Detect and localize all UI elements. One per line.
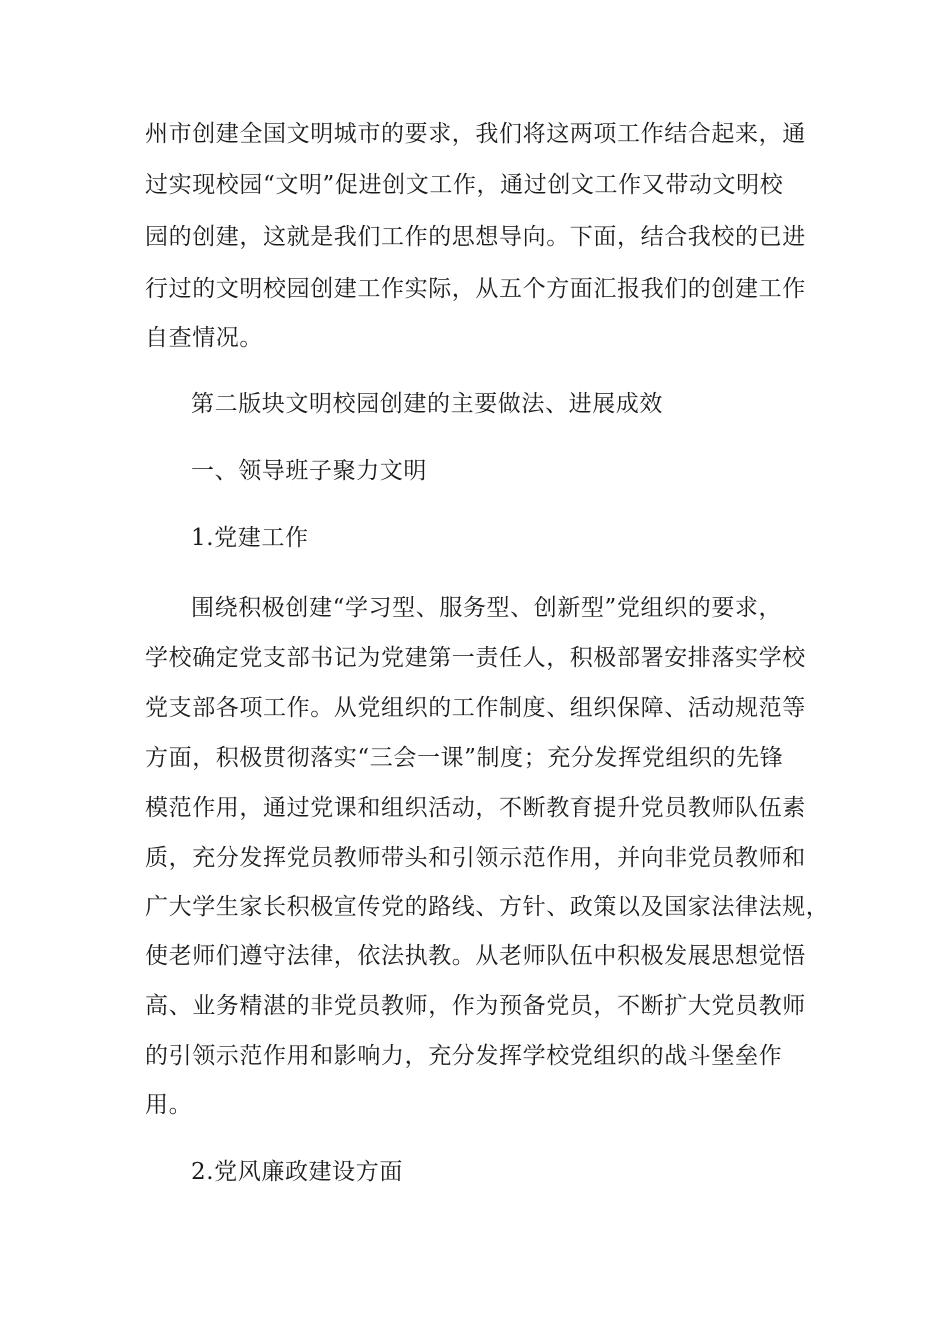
intro-line-3: 园的创建，这就是我们工作的思想导向。下面，结合我校的已进 <box>145 224 806 250</box>
intro-line-5: 自查情况。 <box>145 325 263 351</box>
item1-line-1: 围绕积极创建“学习型、服务型、创新型”党组织的要求， <box>191 595 783 621</box>
item1-line-11: 用。 <box>145 1092 193 1118</box>
item1-line-8: 使老师们遵守法律，依法执教。从老师队伍中积极发展思想觉悟 <box>145 943 806 969</box>
item1-line-10: 的引领示范作用和影响力，充分发挥学校党组织的战斗堡垒作 <box>145 1043 783 1069</box>
intro-line-1: 州市创建全国文明城市的要求，我们将这两项工作结合起来，通 <box>145 121 806 147</box>
item1-line-4: 方面，积极贯彻落实“三会一课”制度；充分发挥党组织的先锋 <box>145 745 784 771</box>
intro-line-4: 行过的文明校园创建工作实际，从五个方面汇报我们的创建工作 <box>145 276 806 302</box>
subsection-heading: 一、领导班子聚力文明 <box>191 458 427 484</box>
section-heading: 第二版块文明校园创建的主要做法、进展成效 <box>191 391 663 417</box>
intro-line-2: 过实现校园“文明”促进创文工作，通过创文工作又带动文明校 <box>145 172 784 198</box>
item1-line-5: 模范作用，通过党课和组织活动，不断教育提升党员教师队伍素 <box>145 795 806 821</box>
item1-line-3: 党支部各项工作。从党组织的工作制度、组织保障、活动规范等 <box>145 695 806 721</box>
item1-heading: 1.党建工作 <box>191 525 309 551</box>
item1-line-9: 高、业务精湛的非党员教师，作为预备党员，不断扩大党员教师 <box>145 993 806 1019</box>
item1-line-2: 学校确定党支部书记为党建第一责任人，积极部署安排落实学校 <box>145 645 806 671</box>
item1-line-7: 广大学生家长积极宣传党的路线、方针、政策以及国家法律法规， <box>145 894 830 920</box>
item1-line-6: 质，充分发挥党员教师带头和引领示范作用，并向非党员教师和 <box>145 845 806 871</box>
item2-heading: 2.党风廉政建设方面 <box>191 1159 403 1185</box>
